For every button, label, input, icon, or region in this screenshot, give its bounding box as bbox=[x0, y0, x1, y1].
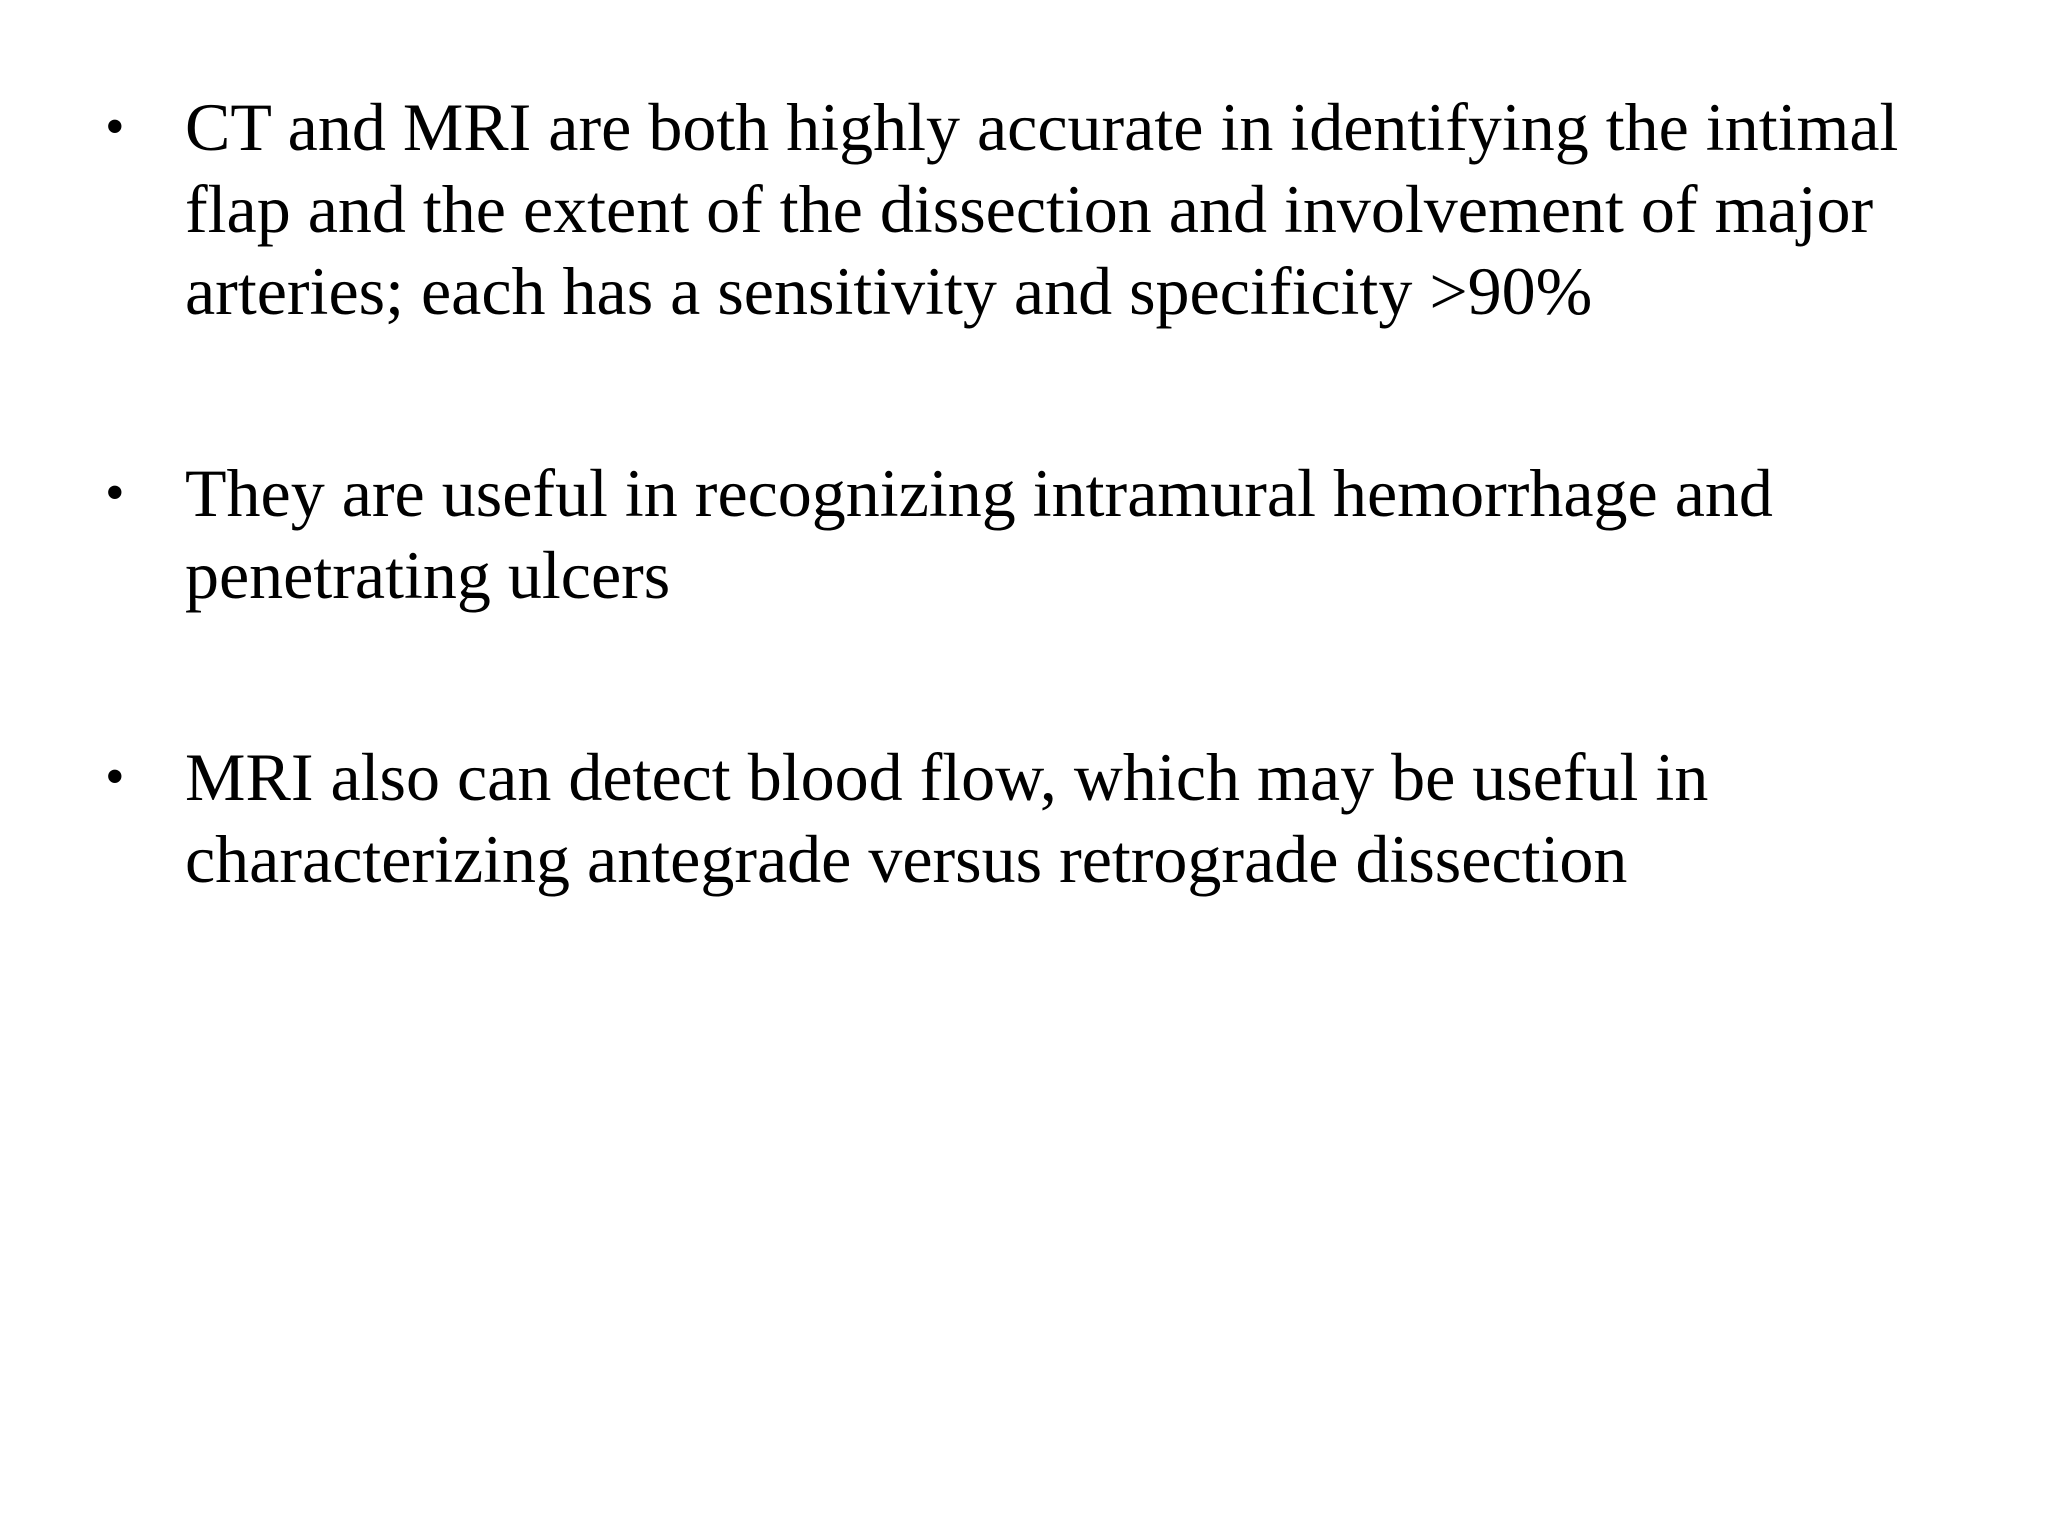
bullet-list bbox=[105, 86, 1985, 900]
bullet-item bbox=[105, 452, 1985, 616]
bullet-icon: • bbox=[105, 462, 125, 524]
bullet-item bbox=[105, 86, 1985, 332]
bullet-icon: • bbox=[105, 746, 125, 808]
bullet-text: They are useful in recognizing intramural hemorrhage and penetrating ulcers bbox=[185, 455, 1773, 613]
bullet-item bbox=[105, 736, 1985, 900]
bullet-text: CT and MRI are both highly accurate in identifying the intimal flap and the extent of the dissection and involvement of major arteries; each has a sensitivity and specificity >90% bbox=[185, 89, 1899, 329]
bullet-icon: • bbox=[105, 96, 125, 158]
bullet-text: MRI also can detect blood flow, which may be useful in characterizing antegrade versus retrograde dissection bbox=[185, 739, 1709, 897]
